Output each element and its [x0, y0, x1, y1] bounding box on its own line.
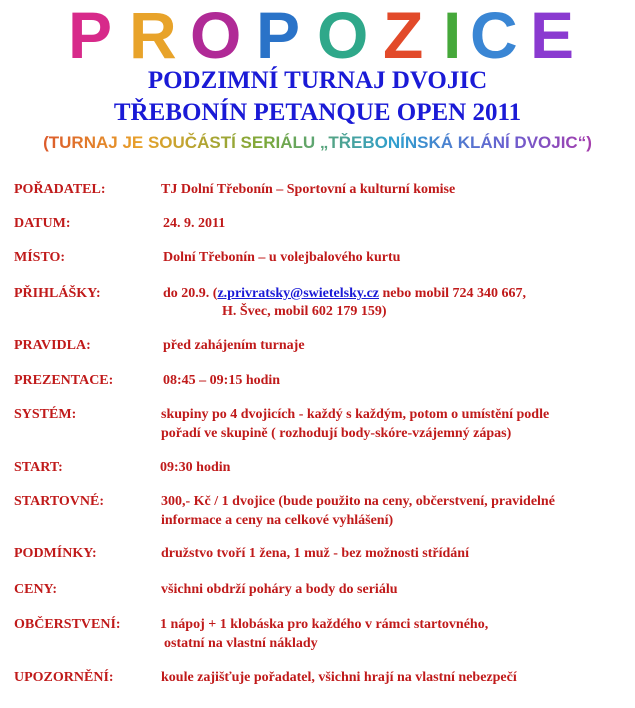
row-label: MÍSTO: — [14, 250, 66, 265]
row-value-line2: ostatní na vlastní náklady — [164, 636, 318, 651]
series-note: (TURNAJ JE SOUČÁSTÍ SERIÁLU „TŘEBONÍNSKÁ KLÁNÍ DVOJIC“) — [0, 132, 635, 154]
row-label: CENY: — [14, 582, 58, 597]
title-letter: Z — [383, 0, 424, 72]
row-value: 08:45 – 09:15 hodin — [163, 373, 281, 388]
row-label: PODMÍNKY: — [14, 546, 97, 561]
row-value-line2: informace a ceny na celkové vyhlášení) — [161, 513, 394, 528]
title-letter: P — [68, 0, 113, 72]
title-letter: O — [190, 0, 242, 72]
row-value: TJ Dolní Třebonín – Sportovní a kulturní komise — [161, 182, 456, 197]
row-value-prefix: do 20.9. ( — [163, 286, 218, 301]
row-label: OBČERSTVENÍ: — [14, 617, 121, 632]
row-value — [163, 284, 526, 303]
row-label: SYSTÉM: — [14, 407, 77, 422]
row-value: 24. 9. 2011 — [163, 216, 226, 231]
event-heading: PODZIMNÍ TURNAJ DVOJIC — [147, 67, 488, 94]
row-label: DATUM: — [14, 216, 71, 231]
event-subheading: TŘEBONÍN PETANQUE OPEN 2011 — [113, 99, 522, 126]
row-label: PRAVIDLA: — [14, 338, 91, 353]
title-letter: E — [530, 0, 575, 72]
row-value: družstvo tvoří 1 žena, 1 muž - bez možnosti střídání — [161, 546, 469, 561]
row-label: POŘADATEL: — [14, 182, 106, 197]
row-value-suffix: nebo mobil 724 340 667, — [379, 286, 527, 301]
row-value: všichni obdrží poháry a body do seriálu — [161, 582, 398, 597]
row-value: 300,- Kč / 1 dvojice (bude použito na ceny, občerstvení, pravidelné — [161, 494, 555, 509]
row-value: před zahájením turnaje — [163, 338, 305, 353]
title-letter: C — [470, 0, 518, 72]
row-value: 09:30 hodin — [160, 460, 231, 475]
email-link[interactable]: z.privratsky@swietelsky.cz — [217, 286, 380, 301]
row-label: PREZENTACE: — [14, 373, 114, 388]
title-letter: P — [256, 0, 301, 72]
title-letter: I — [443, 0, 462, 72]
row-value: 1 nápoj + 1 klobáska pro každého v rámci startovného, — [160, 617, 489, 632]
title-letter: R — [129, 0, 177, 72]
row-label: PŘIHLÁŠKY: — [14, 286, 101, 301]
row-label: STARTOVNÉ: — [14, 494, 105, 509]
row-value: koule zajišťuje pořadatel, všichni hrají na vlastní nebezpečí — [161, 670, 517, 685]
document-title — [0, 2, 635, 70]
row-value: skupiny po 4 dvojicích - každý s každým, potom o umístění podle — [161, 407, 550, 422]
row-value: Dolní Třebonín – u volejbalového kurtu — [163, 250, 401, 265]
row-label: UPOZORNĚNÍ: — [14, 670, 114, 685]
row-value-line2: H. Švec, mobil 602 179 159) — [222, 304, 387, 319]
row-value-line2: pořadí ve skupině ( rozhodují body-skóre-vzájemný zápas) — [161, 426, 512, 441]
row-label: START: — [14, 460, 63, 475]
title-letter: O — [317, 0, 369, 72]
